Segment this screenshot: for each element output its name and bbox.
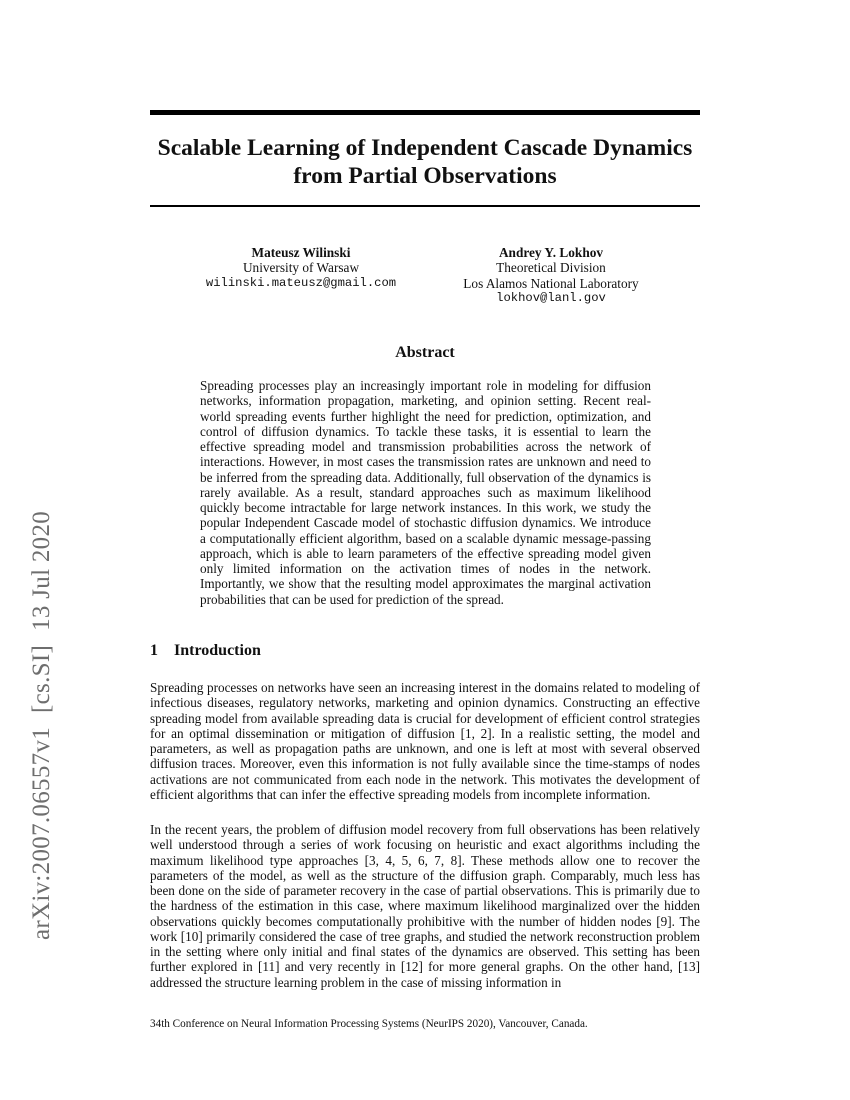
arxiv-side-stamp	[28, 511, 56, 940]
title-bottom-rule	[150, 205, 700, 207]
author-email: wilinski.mateusz@gmail.com	[205, 275, 397, 290]
paper-title	[130, 134, 720, 190]
section-number: 1	[150, 642, 158, 659]
body-paragraph: In the recent years, the problem of diffusion model recovery from full observations has been relatively well understood through a series of work focusing on heuristic and exact algorithms including the maximum likelihood type approaches [3, 4, 5, 6, 7, 8]. These methods allow one to recover the parameters of the model, as well as the structure of the diffusion graph. Comparably, much less has been done on the side of parameter recovery in the case of partial observations. This is primarily due to the hardness of the estimation in this case, where maximum likelihood marginalized over the hidden observations quickly becomes computationally prohibitive with the number of hidden nodes [9]. The work [10] primarily considered the case of tree graphs, and studied the network reconstruction problem in the setting where only initial and final states of the dynamics are observed. This setting has been further explored in [11] and very recently in [12] for more general graphs. On the other hand, [13] addressed the structure learning problem in the case of missing information in	[150, 822, 700, 990]
arxiv-id: arXiv:2007.06557v1	[28, 726, 55, 940]
abstract-heading: Abstract	[395, 344, 455, 361]
body-paragraph: Spreading processes on networks have seen an increasing interest in the domains related to modeling of infectious diseases, regulatory networks, marketing and opinion dynamics. Constructing an effective spreading model from available spreading data is crucial for development of efficient control strategies for an optimal dissemination or mitigation of diffusion [1, 2]. In a realistic setting, the model and parameters, as well as propagation paths are unknown, and one is left at most with several observed diffusion traces. Moreover, even this information is not fully available since the time-stamps of nodes activations are not communicated from each node in the network. This motivates the development of efficient algorithms that can infer the effective spreading models from incomplete information.	[150, 680, 700, 802]
author-affiliation: Los Alamos National Laboratory	[463, 275, 639, 291]
author-block	[421, 245, 681, 306]
conference-footnote: 34th Conference on Neural Information Processing Systems (NeurIPS 2020), Vancouver, Canada.	[150, 1018, 588, 1030]
section-title: Introduction	[174, 642, 261, 659]
section-heading-introduction	[150, 642, 700, 660]
title-line-2: from Partial Observations	[293, 163, 557, 189]
author-name: Mateusz Wilinski	[251, 245, 351, 260]
abstract-text: Spreading processes play an increasingly important role in modeling for diffusion networks, information propagation, marketing, and opinion setting. Recent real-world spreading events further highlight the need for prediction, optimization, and control of diffusion dynamics. To tackle these tasks, it is essential to learn the effective spreading model and transmission probabilities across the network of interactions. However, in most cases the transmission rates are unknown and need to be inferred from the spreading data. Additionally, full observation of the dynamics is rarely available. As a result, standard approaches such as maximum likelihood quickly become intractable for large network instances. In this work, we study the popular Independent Cascade model of stochastic diffusion dynamics. We introduce a computationally efficient algorithm, based on a scalable dynamic message-passing approach, which is able to learn parameters of the effective spreading model given only limited information on the activation times of nodes in the network. Importantly, we show that the resulting model approximates the marginal activation probabilities that can be used for prediction of the spread.	[200, 378, 651, 607]
author-email: lokhov@lanl.gov	[496, 290, 606, 305]
author-name: Andrey Y. Lokhov	[498, 245, 604, 260]
author-block	[171, 245, 431, 291]
author-affiliation: University of Warsaw	[242, 260, 360, 276]
title-line-1: Scalable Learning of Independent Cascade Dynamics	[157, 135, 693, 161]
arxiv-date: 13 Jul 2020	[28, 510, 55, 631]
author-affiliation: Theoretical Division	[496, 260, 606, 276]
title-top-rule	[150, 110, 700, 115]
arxiv-category: [cs.SI]	[28, 644, 55, 713]
